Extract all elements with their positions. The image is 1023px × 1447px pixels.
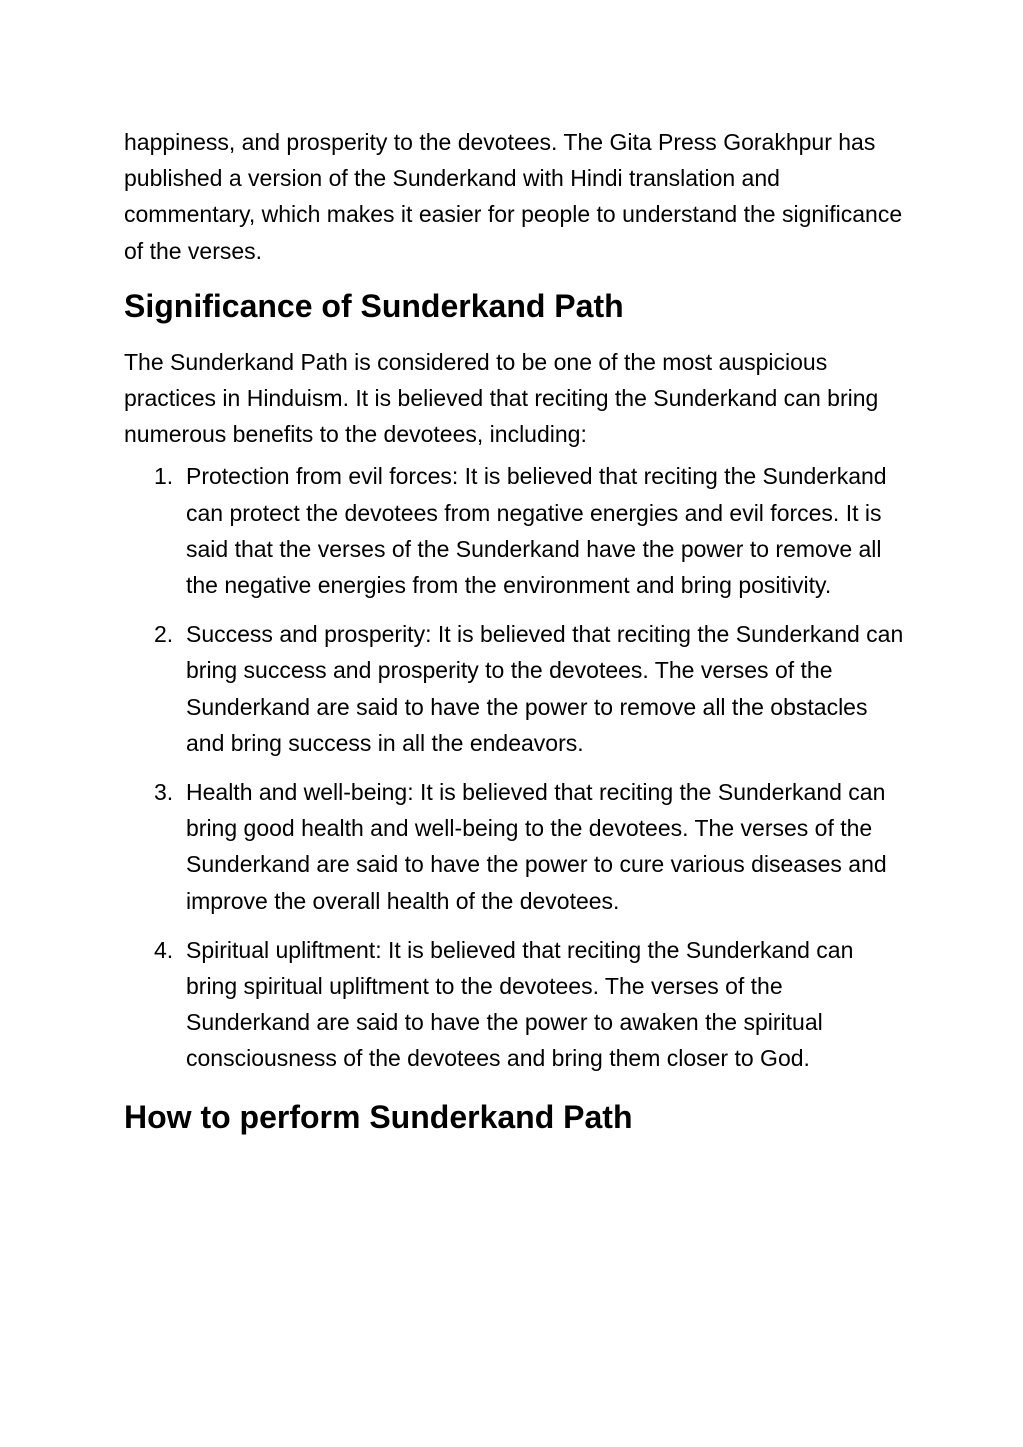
list-item-text: Spiritual upliftment: It is believed that reciting the Sunderkand can bring spiritual upliftment to the devotees. The verses of the Sunderkand are said to have the power to awaken the spiritual consciousness of the devotees and bring them closer to God. [186, 936, 854, 1072]
significance-paragraph: The Sunderkand Path is considered to be one of the most auspicious practices in Hinduism. It is believed that reciting the Sunderkand can bring numerous benefits to the devotees, including: [124, 348, 879, 448]
list-item-text: Health and well-being: It is believed that reciting the Sunderkand can bring good health and well-being to the devotees. The verses of the Sunderkand are said to have the power to cure various diseases and improve the overall health of the devotees. [186, 779, 887, 914]
list-item-number: 2. [154, 621, 174, 648]
list-item-number: 3. [154, 779, 174, 806]
list-item [124, 774, 904, 919]
list-item [124, 932, 904, 1077]
how-to-heading: How to perform Sunderkand Path [124, 1098, 633, 1135]
list-item [124, 616, 904, 761]
list-item-number: 4. [154, 936, 174, 963]
list-item [124, 458, 904, 603]
benefits-list [124, 458, 904, 1076]
list-item-text: Success and prosperity: It is believed that reciting the Sunderkand can bring success and prosperity to the devotees. The verses of the Sunderkand are said to have the power to remove all the obstacles and bring success in all the endeavors. [186, 621, 904, 756]
list-item-text: Protection from evil forces: It is believed that reciting the Sunderkand can protect the devotees from negative energies and evil forces. It is said that the verses of the Sunderkand have the power to remove all the negative energies from the environment and bring positivity. [186, 463, 887, 599]
intro-paragraph: happiness, and prosperity to the devotees. The Gita Press Gorakhpur has published a version of the Sunderkand with Hindi translation and commentary, which makes it easier for people to understand the significance of the verses. [124, 129, 903, 264]
document-page [124, 124, 904, 1137]
significance-heading: Significance of Sunderkand Path [124, 287, 624, 324]
list-item-number: 1. [154, 463, 174, 490]
